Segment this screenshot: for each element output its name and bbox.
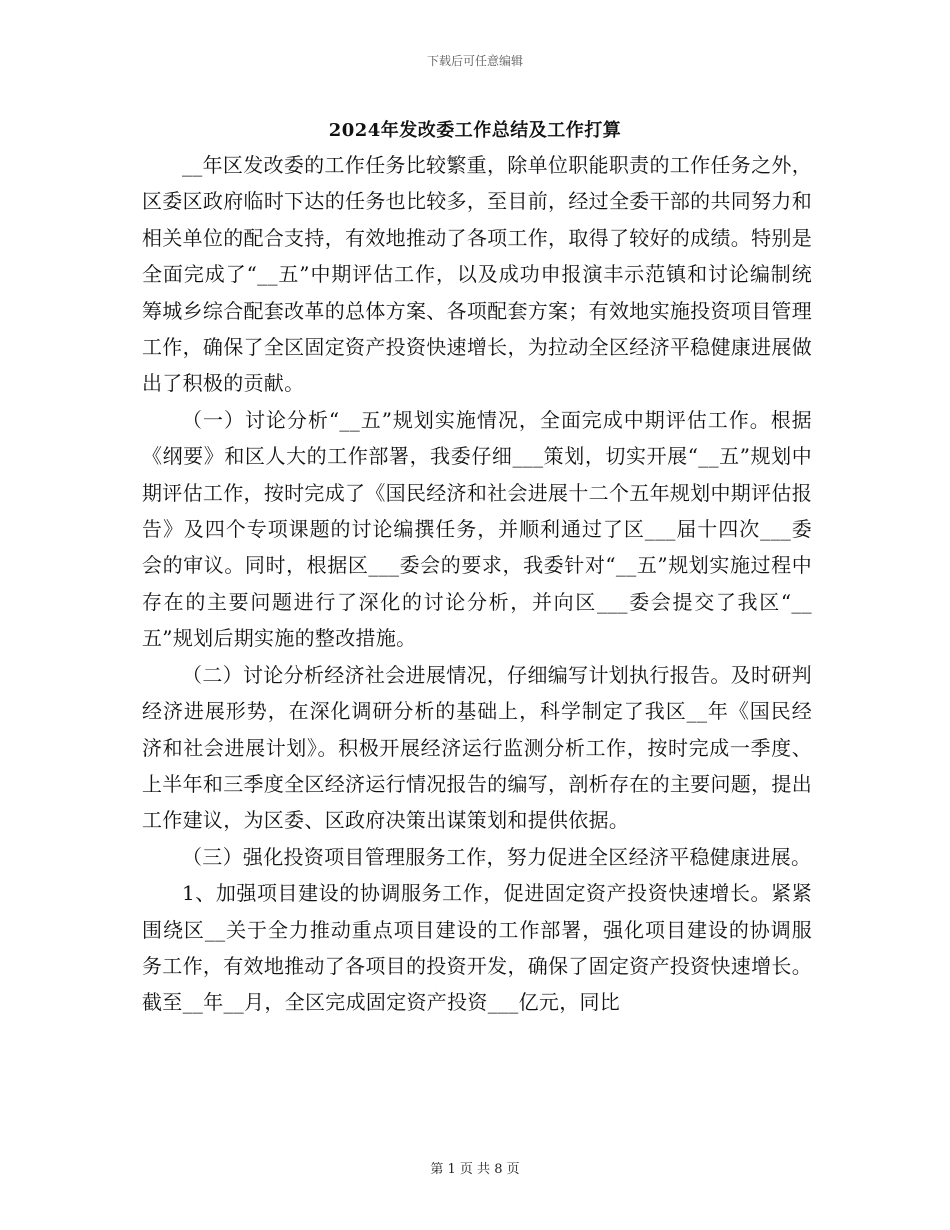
paragraph-item-1: 1、加强项目建设的协调服务工作，促进固定资产投资快速增长。紧紧围绕区__关于全力推动重点项目建设的工作部署，强化项目建设的协调服务工作，有效地推动了各项目的投资开发，确保了固定资产投资快速增长。截至__年__月，全区完成固定资产投资___亿元，同比 — [142, 881, 812, 1015]
paragraph-intro: __年区发改委的工作任务比较繁重，除单位职能职责的工作任务之外，区委区政府临时下达的任务也比较多，至目前，经过全委干部的共同努力和相关单位的配合支持，有效地推动了各项工作，取得了较好的成绩。特别是全面完成了“__五”中期评估工作，以及成功申报演丰示范镇和讨论编制统筹城乡综合配套改革的总体方案、各项配套方案；有效地实施投资项目管理工作，确保了全区固定资产投资快速增长，为拉动全区经济平稳健康进展做出了积极的贡献。 — [142, 153, 812, 396]
paragraph-section-2: （二）讨论分析经济社会进展情况，仔细编写计划执行报告。及时研判经济进展形势，在深化调研分析的基础上，科学制定了我区__年《国民经济和社会进展计划》。积极开展经济运行监测分析工作，按时完成一季度、上半年和三季度全区经济运行情况报告的编写，剖析存在的主要问题，提出工作建议，为区委、区政府决策出谋策划和提供依据。 — [142, 662, 812, 833]
paragraph-section-3: （三）强化投资项目管理服务工作，努力促进全区经济平稳健康进展。 — [182, 844, 812, 869]
document-body — [142, 147, 812, 1021]
page-number: 第 1 页 共 8 页 — [430, 1162, 520, 1177]
document-title: 2024年发改委工作总结及工作打算 — [328, 120, 622, 141]
header-note: 下载后可任意编辑 — [426, 54, 523, 68]
paragraph-section-1: （一）讨论分析“__五”规划实施情况，全面完成中期评估工作。根据《纲要》和区人大的工作部署，我委仔细___策划，切实开展“__五”规划中期评估工作，按时完成了《国民经济和社会进展十二个五年规划中期评估报告》及四个专项课题的讨论编撰任务，并顺利通过了区___届十四次___委会的审议。同时，根据区___委会的要求，我委针对“__五”规划实施过程中存在的主要问题进行了深化的讨论分析，并向区___委会提交了我区“__五”规划后期实施的整改措施。 — [142, 407, 812, 651]
